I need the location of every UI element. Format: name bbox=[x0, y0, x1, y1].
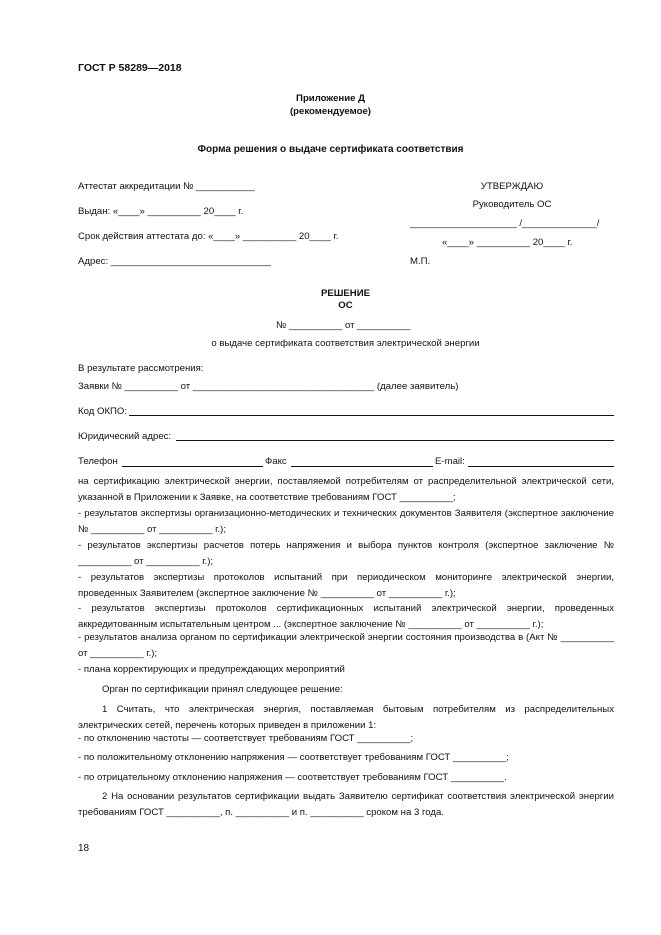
fax-field-line bbox=[291, 466, 433, 467]
head-label: Руководитель ОС bbox=[472, 199, 552, 210]
okpo-label: Код ОКПО: bbox=[78, 406, 128, 417]
decision-subject: о выдаче сертификата соответствия электрической энергии bbox=[211, 338, 480, 349]
issued-line: Выдан: «____» __________ 20____ г. bbox=[78, 206, 244, 217]
result-item-3: - результатов экспертизы протоколов испытаний при периодическом мониторинге электрической энергии, проведенных Заявителем (экспертное заключение № __________ от __________ г.); bbox=[78, 572, 614, 599]
result-item-6: - плана корректирующих и предупреждающих мероприятий bbox=[78, 664, 345, 675]
approve-label: УТВЕРЖДАЮ bbox=[480, 181, 544, 192]
approval-date-line: «____» __________ 20____ г. bbox=[442, 237, 573, 248]
phone-label: Телефон bbox=[78, 456, 118, 467]
result-item-5: - результатов анализа органом по сертификации электрической энергии состояния производства в (Акт № __________ от __________ г.); bbox=[78, 632, 614, 659]
signature-line: ____________________ /______________/ bbox=[410, 218, 600, 229]
result-item-1: - результатов экспертизы организационно-методических и технических документов Заявителя (экспертное заключение № __________ от __________ г.); bbox=[78, 508, 614, 535]
decision-number-line: № __________ от __________ bbox=[276, 320, 411, 331]
deviation-positive-voltage: - по положительному отклонению напряжения — соответствует требованиям ГОСТ __________; bbox=[78, 752, 509, 763]
result-item-4: - результатов экспертизы протоколов сертификационных испытаний электрической энергии, проведенных аккредитованным испытательным центром ... (экспертное заключение № __________ от __________ г.); bbox=[78, 603, 614, 630]
email-field-line bbox=[468, 466, 614, 467]
email-label: E-mail: bbox=[435, 456, 465, 467]
application-line: Заявки № __________ от __________________________________ (далее заявитель) bbox=[78, 381, 459, 392]
deviation-frequency: - по отклонению частоты — соответствует требованиям ГОСТ __________; bbox=[78, 733, 414, 744]
accreditation-line: Аттестат аккредитации № ___________ bbox=[78, 181, 255, 192]
review-intro: В результате рассмотрения: bbox=[78, 363, 204, 374]
phone-field-line bbox=[122, 466, 263, 467]
page-number: 18 bbox=[78, 843, 90, 854]
decision-point-2: 2 На основании результатов сертификации выдать Заявителю сертификат соответствия электрической энергии требованиям ГОСТ __________, п. __________ и п. __________ сроком на 3 года. bbox=[78, 791, 614, 818]
deviation-negative-voltage: - по отрицательному отклонению напряжения — соответствует требованиям ГОСТ __________. bbox=[78, 772, 507, 783]
okpo-field-line bbox=[129, 415, 614, 416]
appendix-subtitle: (рекомендуемое) bbox=[289, 106, 371, 117]
result-item-2: - результатов экспертизы расчетов потерь напряжения и выбора пунктов контроля (экспертное заключение № __________ от __________ г.); bbox=[78, 540, 614, 567]
fax-label: Факс bbox=[265, 456, 287, 467]
stamp-label: М.П. bbox=[410, 256, 431, 267]
address-line: Адрес: ______________________________ bbox=[78, 256, 271, 267]
scope-paragraph: на сертификацию электрической энергии, поставляемой потребителям от распределительной электрической сети, указанной в Приложении к Заявке, на соответствие требованиям ГОСТ __________; bbox=[78, 476, 614, 503]
document-header: ГОСТ Р 58289—2018 bbox=[78, 62, 182, 74]
body-decision-line: Орган по сертификации принял следующее решение: bbox=[102, 684, 343, 695]
form-title: Форма решения о выдаче сертификата соответствия bbox=[197, 144, 464, 155]
decision-title: РЕШЕНИЕ bbox=[320, 288, 371, 299]
decision-point-1: 1 Считать, что электрическая энергия, поставляемая бытовым потребителям из распределительных электрических сетей, перечень которых приведен в приложении 1: bbox=[78, 704, 614, 731]
appendix-title: Приложение Д bbox=[296, 93, 365, 104]
validity-line: Срок действия аттестата до: «____» __________ 20____ г. bbox=[78, 231, 339, 242]
decision-body: ОС bbox=[338, 300, 353, 311]
legal-address-field-line bbox=[176, 440, 614, 441]
legal-address-label: Юридический адрес: bbox=[78, 431, 172, 442]
